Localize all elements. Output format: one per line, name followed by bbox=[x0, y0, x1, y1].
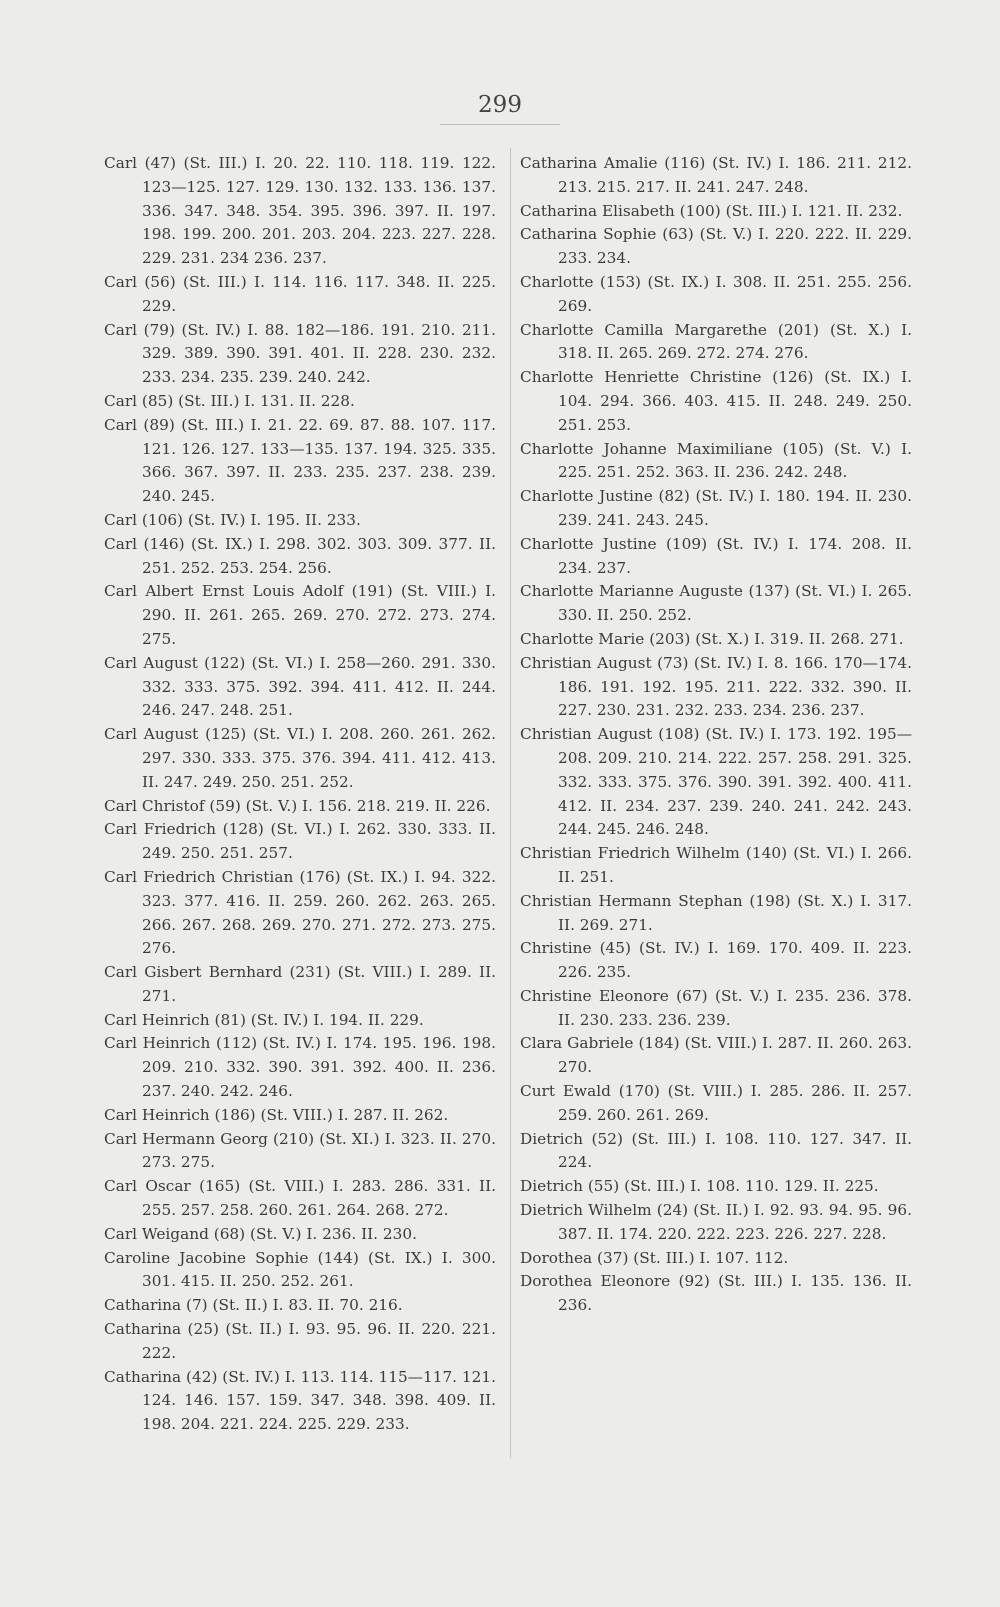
index-entry: Charlotte Marianne Auguste (137) (St. VI.) I. 265. 330. II. 250. 252. bbox=[520, 582, 912, 625]
index-entry: Christine (45) (St. IV.) I. 169. 170. 409. II. 223. 226. 235. bbox=[520, 939, 912, 982]
index-entry: Catharina (7) (St. II.) I. 83. II. 70. 216. bbox=[104, 1296, 403, 1315]
index-entry: Curt Ewald (170) (St. VIII.) I. 285. 286. II. 257. 259. 260. 261. 269. bbox=[520, 1082, 912, 1124]
index-entry: Carl Friedrich Christian (176) (St. IX.) I. 94. 322. 323. 377. 416. II. 259. 260. 262. 263. 265. 266. 267. 268. 269. 270. 271. 272. 273. 275. 276. bbox=[104, 867, 496, 958]
index-entry: Catharina Sophie (63) (St. V.) I. 220. 222. II. 229. 233. 234. bbox=[520, 225, 912, 268]
page-number: 299 bbox=[440, 92, 560, 125]
index-entry: Dorothea Eleonore (92) (St. III.) I. 135. 136. II. 236. bbox=[520, 1272, 912, 1315]
index-entry: Carl (47) (St. III.) I. 20. 22. 110. 118. 119. 122. 123—125. 127. 129. 130. 132. 133. 136. 137. 336. 347. 348. 354. 395. 396. 397. II. 197. 198. 199. 200. 201. 203. 204. 223. 227. 228. 229. 231. 234 236. 237. bbox=[104, 154, 496, 268]
index-entry: Carl Albert Ernst Louis Adolf (191) (St. VIII.) I. 290. II. 261. 265. 269. 270. 272. 273. 274. 275. bbox=[104, 582, 496, 648]
index-entry: Carl (56) (St. III.) I. 114. 116. 117. 348. II. 225. 229. bbox=[104, 272, 496, 315]
index-entry: Charlotte Justine (82) (St. IV.) I. 180. 194. II. 230. 239. 241. 243. 245. bbox=[520, 487, 912, 529]
index-entry: Carl (146) (St. IX.) I. 298. 302. 303. 309. 377. II. 251. 252. 253. 254. 256. bbox=[104, 534, 496, 577]
column-divider bbox=[510, 148, 511, 1458]
index-entry: Charlotte Justine (109) (St. IV.) I. 174. 208. II. 234. 237. bbox=[520, 534, 912, 577]
index-entry: Carl Weigand (68) (St. V.) I. 236. II. 230. bbox=[104, 1224, 417, 1243]
index-entry: Charlotte Camilla Margarethe (201) (St. X.) I. 318. II. 265. 269. 272. 274. 276. bbox=[520, 320, 912, 363]
index-entry: Charlotte (153) (St. IX.) I. 308. II. 251. 255. 256. 269. bbox=[520, 272, 912, 315]
index-entry: Carl August (125) (St. VI.) I. 208. 260. 261. 262. 297. 330. 333. 375. 376. 394. 411. 412. 413. II. 247. 249. 250. 251. 252. bbox=[104, 725, 496, 791]
index-entry: Christian Friedrich Wilhelm (140) (St. VI.) I. 266. II. 251. bbox=[520, 844, 912, 886]
index-entry: Carl Heinrich (81) (St. IV.) I. 194. II. 229. bbox=[104, 1010, 424, 1029]
index-entry: Charlotte Johanne Maximiliane (105) (St. V.) I. 225. 251. 252. 363. II. 236. 242. 248. bbox=[520, 439, 912, 482]
index-entry: Catharina (25) (St. II.) I. 93. 95. 96. II. 220. 221. 222. bbox=[104, 1320, 496, 1362]
index-entry: Christian Hermann Stephan (198) (St. X.) I. 317. II. 269. 271. bbox=[520, 891, 912, 934]
index-entry: Carl Christof (59) (St. V.) I. 156. 218. 219. II. 226. bbox=[104, 796, 491, 815]
index-entry: Carl Oscar (165) (St. VIII.) I. 283. 286. 331. II. 255. 257. 258. 260. 261. 264. 268. 272. bbox=[104, 1177, 496, 1220]
right-index-column bbox=[520, 152, 912, 1318]
index-entry: Christian August (108) (St. IV.) I. 173. 192. 195—208. 209. 210. 214. 222. 257. 258. 291. 325. 332. 333. 375. 376. 390. 391. 392. 400. 411. 412. II. 234. 237. 239. 240. 241. 242. 243. 244. 245. 246. 248. bbox=[520, 725, 912, 839]
index-entry: Catharina Amalie (116) (St. IV.) I. 186. 211. 212. 213. 215. 217. II. 241. 247. 248. bbox=[520, 154, 912, 196]
index-entry: Carl Heinrich (112) (St. IV.) I. 174. 195. 196. 198. 209. 210. 332. 390. 391. 392. 400. II. 236. 237. 240. 242. 246. bbox=[104, 1034, 496, 1101]
index-entry: Carl Gisbert Bernhard (231) (St. VIII.) I. 289. II. 271. bbox=[104, 963, 496, 1005]
index-entry: Caroline Jacobine Sophie (144) (St. IX.) I. 300. 301. 415. II. 250. 252. 261. bbox=[104, 1248, 496, 1291]
index-entry: Carl (79) (St. IV.) I. 88. 182—186. 191. 210. 211. 329. 389. 390. 391. 401. II. 228. 230. 232. 233. 234. 235. 239. 240. 242. bbox=[104, 320, 496, 387]
index-entry: Carl Hermann Georg (210) (St. XI.) I. 323. II. 270. 273. 275. bbox=[104, 1129, 496, 1172]
index-entry: Catharina (42) (St. IV.) I. 113. 114. 115—117. 121. 124. 146. 157. 159. 347. 348. 398. 409. II. 198. 204. 221. 224. 225. 229. 233. bbox=[104, 1367, 496, 1434]
index-entry: Charlotte Marie (203) (St. X.) I. 319. II. 268. 271. bbox=[520, 629, 904, 648]
index-entry: Carl (85) (St. III.) I. 131. II. 228. bbox=[104, 391, 355, 410]
index-entry: Dietrich Wilhelm (24) (St. II.) I. 92. 93. 94. 95. 96. 387. II. 174. 220. 222. 223. 226. 227. 228. bbox=[520, 1201, 912, 1243]
index-entry: Charlotte Henriette Christine (126) (St. IX.) I. 104. 294. 366. 403. 415. II. 248. 249. 250. 251. 253. bbox=[520, 368, 912, 434]
index-entry: Christian August (73) (St. IV.) I. 8. 166. 170—174. 186. 191. 192. 195. 211. 222. 332. 390. II. 227. 230. 231. 232. 233. 234. 236. 237. bbox=[520, 653, 912, 720]
index-entry: Carl Friedrich (128) (St. VI.) I. 262. 330. 333. II. 249. 250. 251. 257. bbox=[104, 820, 496, 863]
index-entry: Carl (106) (St. IV.) I. 195. II. 233. bbox=[104, 510, 361, 529]
index-entry: Clara Gabriele (184) (St. VIII.) I. 287. II. 260. 263. 270. bbox=[520, 1034, 912, 1077]
left-index-column bbox=[104, 152, 496, 1437]
index-entry: Carl August (122) (St. VI.) I. 258—260. 291. 330. 332. 333. 375. 392. 394. 411. 412. II. 244. 246. 247. 248. 251. bbox=[104, 653, 496, 720]
index-entry: Dietrich (52) (St. III.) I. 108. 110. 127. 347. II. 224. bbox=[520, 1129, 912, 1172]
index-entry: Dietrich (55) (St. III.) I. 108. 110. 129. II. 225. bbox=[520, 1177, 879, 1196]
index-entry: Dorothea (37) (St. III.) I. 107. 112. bbox=[520, 1248, 789, 1267]
index-entry: Catharina Elisabeth (100) (St. III.) I. 121. II. 232. bbox=[520, 201, 903, 220]
index-entry: Carl Heinrich (186) (St. VIII.) I. 287. II. 262. bbox=[104, 1105, 449, 1124]
index-entry: Carl (89) (St. III.) I. 21. 22. 69. 87. 88. 107. 117. 121. 126. 127. 133—135. 137. 194. 325. 335. 366. 367. 397. II. 233. 235. 237. 238. 239. 240. 245. bbox=[104, 415, 496, 506]
index-entry: Christine Eleonore (67) (St. V.) I. 235. 236. 378. II. 230. 233. 236. 239. bbox=[520, 986, 912, 1029]
